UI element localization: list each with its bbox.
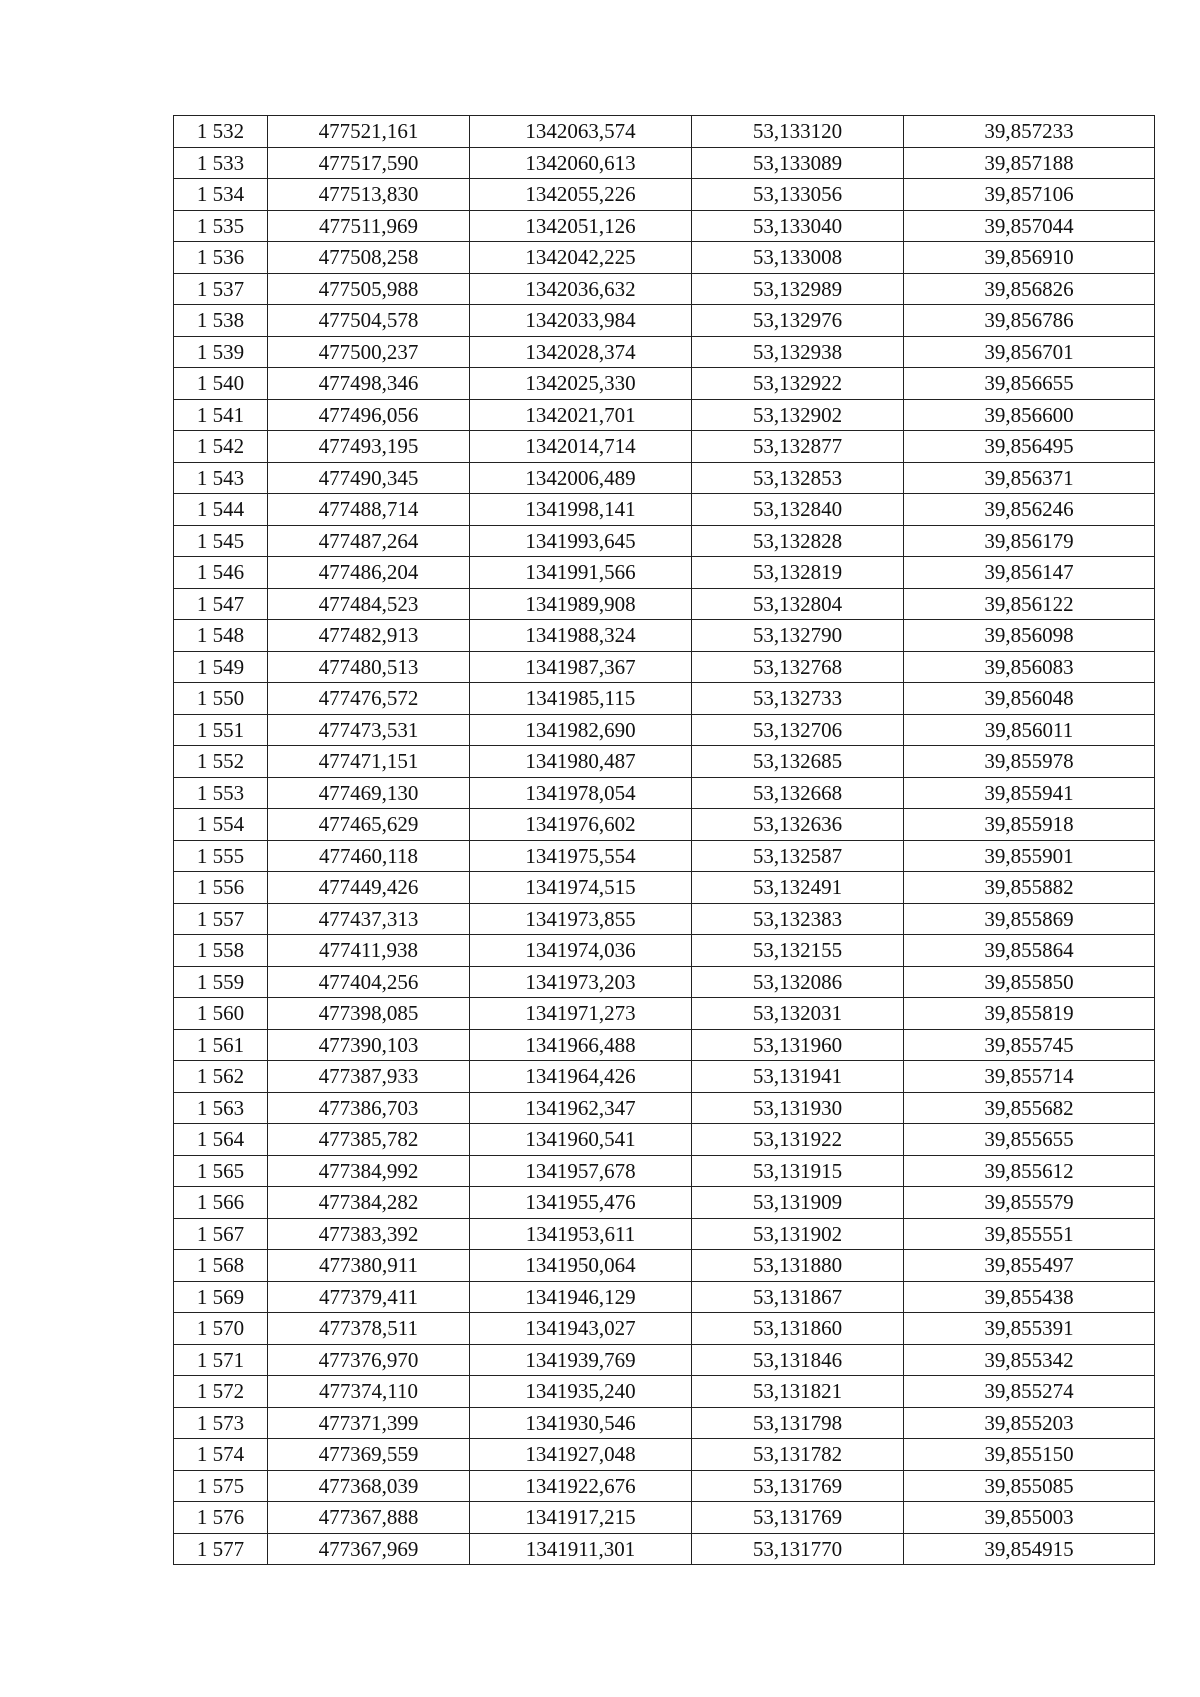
longitude-cell: 39,855003 (904, 1502, 1155, 1534)
point-number-cell: 1 564 (174, 1124, 268, 1156)
point-number-cell: 1 572 (174, 1376, 268, 1408)
y-coordinate-cell: 1341957,678 (470, 1155, 692, 1187)
table-row (174, 210, 1155, 242)
point-number-cell: 1 553 (174, 777, 268, 809)
table-row (174, 1250, 1155, 1282)
y-coordinate-cell: 1342025,330 (470, 368, 692, 400)
longitude-cell: 39,855978 (904, 746, 1155, 778)
table-row (174, 683, 1155, 715)
table-row (174, 777, 1155, 809)
y-coordinate-cell: 1341911,301 (470, 1533, 692, 1565)
y-coordinate-cell: 1341955,476 (470, 1187, 692, 1219)
longitude-cell: 39,856371 (904, 462, 1155, 494)
x-coordinate-cell: 477488,714 (268, 494, 470, 526)
x-coordinate-cell: 477490,345 (268, 462, 470, 494)
x-coordinate-cell: 477411,938 (268, 935, 470, 967)
latitude-cell: 53,132587 (692, 840, 904, 872)
point-number-cell: 1 561 (174, 1029, 268, 1061)
coordinates-table-body (174, 116, 1155, 1565)
point-number-cell: 1 546 (174, 557, 268, 589)
table-row (174, 305, 1155, 337)
longitude-cell: 39,856098 (904, 620, 1155, 652)
y-coordinate-cell: 1341927,048 (470, 1439, 692, 1471)
table-row (174, 935, 1155, 967)
table-row (174, 462, 1155, 494)
y-coordinate-cell: 1341935,240 (470, 1376, 692, 1408)
x-coordinate-cell: 477487,264 (268, 525, 470, 557)
latitude-cell: 53,131941 (692, 1061, 904, 1093)
table-row (174, 1092, 1155, 1124)
point-number-cell: 1 541 (174, 399, 268, 431)
y-coordinate-cell: 1341966,488 (470, 1029, 692, 1061)
point-number-cell: 1 563 (174, 1092, 268, 1124)
table-row (174, 1533, 1155, 1565)
table-row (174, 840, 1155, 872)
latitude-cell: 53,131798 (692, 1407, 904, 1439)
table-row (174, 525, 1155, 557)
table-row (174, 714, 1155, 746)
point-number-cell: 1 545 (174, 525, 268, 557)
y-coordinate-cell: 1342006,489 (470, 462, 692, 494)
longitude-cell: 39,856910 (904, 242, 1155, 274)
x-coordinate-cell: 477379,411 (268, 1281, 470, 1313)
table-row (174, 1407, 1155, 1439)
x-coordinate-cell: 477380,911 (268, 1250, 470, 1282)
point-number-cell: 1 538 (174, 305, 268, 337)
x-coordinate-cell: 477493,195 (268, 431, 470, 463)
y-coordinate-cell: 1341950,064 (470, 1250, 692, 1282)
latitude-cell: 53,132706 (692, 714, 904, 746)
table-row (174, 1439, 1155, 1471)
y-coordinate-cell: 1341922,676 (470, 1470, 692, 1502)
table-row (174, 1376, 1155, 1408)
latitude-cell: 53,131902 (692, 1218, 904, 1250)
x-coordinate-cell: 477504,578 (268, 305, 470, 337)
longitude-cell: 39,855438 (904, 1281, 1155, 1313)
y-coordinate-cell: 1342033,984 (470, 305, 692, 337)
latitude-cell: 53,132976 (692, 305, 904, 337)
point-number-cell: 1 560 (174, 998, 268, 1030)
point-number-cell: 1 548 (174, 620, 268, 652)
y-coordinate-cell: 1341960,541 (470, 1124, 692, 1156)
longitude-cell: 39,856655 (904, 368, 1155, 400)
table-row (174, 242, 1155, 274)
x-coordinate-cell: 477500,237 (268, 336, 470, 368)
y-coordinate-cell: 1342063,574 (470, 116, 692, 148)
y-coordinate-cell: 1341985,115 (470, 683, 692, 715)
y-coordinate-cell: 1341976,602 (470, 809, 692, 841)
point-number-cell: 1 562 (174, 1061, 268, 1093)
x-coordinate-cell: 477387,933 (268, 1061, 470, 1093)
point-number-cell: 1 555 (174, 840, 268, 872)
point-number-cell: 1 569 (174, 1281, 268, 1313)
latitude-cell: 53,131867 (692, 1281, 904, 1313)
latitude-cell: 53,133120 (692, 116, 904, 148)
y-coordinate-cell: 1341989,908 (470, 588, 692, 620)
point-number-cell: 1 536 (174, 242, 268, 274)
table-row (174, 431, 1155, 463)
y-coordinate-cell: 1341953,611 (470, 1218, 692, 1250)
longitude-cell: 39,857044 (904, 210, 1155, 242)
longitude-cell: 39,855085 (904, 1470, 1155, 1502)
latitude-cell: 53,132768 (692, 651, 904, 683)
point-number-cell: 1 534 (174, 179, 268, 211)
x-coordinate-cell: 477368,039 (268, 1470, 470, 1502)
x-coordinate-cell: 477511,969 (268, 210, 470, 242)
point-number-cell: 1 550 (174, 683, 268, 715)
longitude-cell: 39,855342 (904, 1344, 1155, 1376)
y-coordinate-cell: 1341991,566 (470, 557, 692, 589)
latitude-cell: 53,131769 (692, 1470, 904, 1502)
latitude-cell: 53,131860 (692, 1313, 904, 1345)
latitude-cell: 53,133056 (692, 179, 904, 211)
longitude-cell: 39,856701 (904, 336, 1155, 368)
longitude-cell: 39,855203 (904, 1407, 1155, 1439)
table-row (174, 1218, 1155, 1250)
point-number-cell: 1 537 (174, 273, 268, 305)
point-number-cell: 1 540 (174, 368, 268, 400)
point-number-cell: 1 554 (174, 809, 268, 841)
longitude-cell: 39,856786 (904, 305, 1155, 337)
latitude-cell: 53,132668 (692, 777, 904, 809)
x-coordinate-cell: 477521,161 (268, 116, 470, 148)
table-row (174, 116, 1155, 148)
point-number-cell: 1 565 (174, 1155, 268, 1187)
point-number-cell: 1 567 (174, 1218, 268, 1250)
x-coordinate-cell: 477398,085 (268, 998, 470, 1030)
point-number-cell: 1 575 (174, 1470, 268, 1502)
y-coordinate-cell: 1341993,645 (470, 525, 692, 557)
x-coordinate-cell: 477384,992 (268, 1155, 470, 1187)
y-coordinate-cell: 1342055,226 (470, 179, 692, 211)
y-coordinate-cell: 1341988,324 (470, 620, 692, 652)
point-number-cell: 1 557 (174, 903, 268, 935)
x-coordinate-cell: 477486,204 (268, 557, 470, 589)
latitude-cell: 53,132840 (692, 494, 904, 526)
table-row (174, 557, 1155, 589)
latitude-cell: 53,133008 (692, 242, 904, 274)
x-coordinate-cell: 477371,399 (268, 1407, 470, 1439)
point-number-cell: 1 551 (174, 714, 268, 746)
coordinates-table (173, 115, 1155, 1565)
table-row (174, 998, 1155, 1030)
point-number-cell: 1 542 (174, 431, 268, 463)
table-row (174, 966, 1155, 998)
point-number-cell: 1 574 (174, 1439, 268, 1471)
x-coordinate-cell: 477469,130 (268, 777, 470, 809)
table-row (174, 273, 1155, 305)
table-row (174, 1187, 1155, 1219)
y-coordinate-cell: 1341973,203 (470, 966, 692, 998)
longitude-cell: 39,857188 (904, 147, 1155, 179)
longitude-cell: 39,856122 (904, 588, 1155, 620)
x-coordinate-cell: 477367,969 (268, 1533, 470, 1565)
y-coordinate-cell: 1341974,036 (470, 935, 692, 967)
point-number-cell: 1 535 (174, 210, 268, 242)
point-number-cell: 1 576 (174, 1502, 268, 1534)
x-coordinate-cell: 477390,103 (268, 1029, 470, 1061)
x-coordinate-cell: 477378,511 (268, 1313, 470, 1345)
x-coordinate-cell: 477367,888 (268, 1502, 470, 1534)
y-coordinate-cell: 1341962,347 (470, 1092, 692, 1124)
y-coordinate-cell: 1342014,714 (470, 431, 692, 463)
x-coordinate-cell: 477465,629 (268, 809, 470, 841)
table-row (174, 1470, 1155, 1502)
longitude-cell: 39,857106 (904, 179, 1155, 211)
y-coordinate-cell: 1341946,129 (470, 1281, 692, 1313)
table-row (174, 1029, 1155, 1061)
latitude-cell: 53,132877 (692, 431, 904, 463)
longitude-cell: 39,855745 (904, 1029, 1155, 1061)
x-coordinate-cell: 477376,970 (268, 1344, 470, 1376)
y-coordinate-cell: 1341998,141 (470, 494, 692, 526)
point-number-cell: 1 533 (174, 147, 268, 179)
longitude-cell: 39,856495 (904, 431, 1155, 463)
point-number-cell: 1 573 (174, 1407, 268, 1439)
longitude-cell: 39,855819 (904, 998, 1155, 1030)
latitude-cell: 53,132989 (692, 273, 904, 305)
point-number-cell: 1 556 (174, 872, 268, 904)
x-coordinate-cell: 477404,256 (268, 966, 470, 998)
longitude-cell: 39,855869 (904, 903, 1155, 935)
table-row (174, 872, 1155, 904)
longitude-cell: 39,855579 (904, 1187, 1155, 1219)
table-row (174, 1502, 1155, 1534)
point-number-cell: 1 549 (174, 651, 268, 683)
x-coordinate-cell: 477471,151 (268, 746, 470, 778)
latitude-cell: 53,131782 (692, 1439, 904, 1471)
longitude-cell: 39,856048 (904, 683, 1155, 715)
y-coordinate-cell: 1341982,690 (470, 714, 692, 746)
point-number-cell: 1 566 (174, 1187, 268, 1219)
y-coordinate-cell: 1341973,855 (470, 903, 692, 935)
latitude-cell: 53,132031 (692, 998, 904, 1030)
x-coordinate-cell: 477484,523 (268, 588, 470, 620)
table-row (174, 399, 1155, 431)
y-coordinate-cell: 1341917,215 (470, 1502, 692, 1534)
table-row (174, 651, 1155, 683)
table-row (174, 1313, 1155, 1345)
longitude-cell: 39,855391 (904, 1313, 1155, 1345)
longitude-cell: 39,855714 (904, 1061, 1155, 1093)
latitude-cell: 53,132828 (692, 525, 904, 557)
y-coordinate-cell: 1341964,426 (470, 1061, 692, 1093)
longitude-cell: 39,855551 (904, 1218, 1155, 1250)
point-number-cell: 1 552 (174, 746, 268, 778)
latitude-cell: 53,131846 (692, 1344, 904, 1376)
latitude-cell: 53,131960 (692, 1029, 904, 1061)
x-coordinate-cell: 477437,313 (268, 903, 470, 935)
latitude-cell: 53,132938 (692, 336, 904, 368)
latitude-cell: 53,132790 (692, 620, 904, 652)
x-coordinate-cell: 477498,346 (268, 368, 470, 400)
longitude-cell: 39,855497 (904, 1250, 1155, 1282)
x-coordinate-cell: 477496,056 (268, 399, 470, 431)
longitude-cell: 39,855901 (904, 840, 1155, 872)
x-coordinate-cell: 477386,703 (268, 1092, 470, 1124)
y-coordinate-cell: 1341987,367 (470, 651, 692, 683)
y-coordinate-cell: 1342028,374 (470, 336, 692, 368)
x-coordinate-cell: 477374,110 (268, 1376, 470, 1408)
table-row (174, 1281, 1155, 1313)
latitude-cell: 53,132733 (692, 683, 904, 715)
latitude-cell: 53,132819 (692, 557, 904, 589)
x-coordinate-cell: 477476,572 (268, 683, 470, 715)
x-coordinate-cell: 477383,392 (268, 1218, 470, 1250)
point-number-cell: 1 558 (174, 935, 268, 967)
point-number-cell: 1 532 (174, 116, 268, 148)
y-coordinate-cell: 1341974,515 (470, 872, 692, 904)
table-row (174, 336, 1155, 368)
latitude-cell: 53,132685 (692, 746, 904, 778)
latitude-cell: 53,133089 (692, 147, 904, 179)
longitude-cell: 39,856147 (904, 557, 1155, 589)
latitude-cell: 53,132636 (692, 809, 904, 841)
latitude-cell: 53,131909 (692, 1187, 904, 1219)
table-row (174, 588, 1155, 620)
longitude-cell: 39,855655 (904, 1124, 1155, 1156)
latitude-cell: 53,132383 (692, 903, 904, 935)
point-number-cell: 1 539 (174, 336, 268, 368)
latitude-cell: 53,131930 (692, 1092, 904, 1124)
latitude-cell: 53,131769 (692, 1502, 904, 1534)
longitude-cell: 39,855882 (904, 872, 1155, 904)
y-coordinate-cell: 1341971,273 (470, 998, 692, 1030)
table-row (174, 809, 1155, 841)
longitude-cell: 39,856246 (904, 494, 1155, 526)
longitude-cell: 39,855918 (904, 809, 1155, 841)
y-coordinate-cell: 1341943,027 (470, 1313, 692, 1345)
point-number-cell: 1 547 (174, 588, 268, 620)
latitude-cell: 53,132155 (692, 935, 904, 967)
table-row (174, 1344, 1155, 1376)
x-coordinate-cell: 477385,782 (268, 1124, 470, 1156)
y-coordinate-cell: 1342042,225 (470, 242, 692, 274)
latitude-cell: 53,131880 (692, 1250, 904, 1282)
longitude-cell: 39,855274 (904, 1376, 1155, 1408)
longitude-cell: 39,855612 (904, 1155, 1155, 1187)
x-coordinate-cell: 477480,513 (268, 651, 470, 683)
point-number-cell: 1 577 (174, 1533, 268, 1565)
longitude-cell: 39,856011 (904, 714, 1155, 746)
latitude-cell: 53,133040 (692, 210, 904, 242)
latitude-cell: 53,132491 (692, 872, 904, 904)
y-coordinate-cell: 1342021,701 (470, 399, 692, 431)
point-number-cell: 1 571 (174, 1344, 268, 1376)
longitude-cell: 39,855150 (904, 1439, 1155, 1471)
longitude-cell: 39,854915 (904, 1533, 1155, 1565)
table-row (174, 746, 1155, 778)
longitude-cell: 39,855864 (904, 935, 1155, 967)
y-coordinate-cell: 1341980,487 (470, 746, 692, 778)
table-row (174, 903, 1155, 935)
point-number-cell: 1 559 (174, 966, 268, 998)
y-coordinate-cell: 1342036,632 (470, 273, 692, 305)
x-coordinate-cell: 477482,913 (268, 620, 470, 652)
point-number-cell: 1 544 (174, 494, 268, 526)
longitude-cell: 39,855850 (904, 966, 1155, 998)
table-row (174, 620, 1155, 652)
x-coordinate-cell: 477460,118 (268, 840, 470, 872)
point-number-cell: 1 568 (174, 1250, 268, 1282)
y-coordinate-cell: 1341975,554 (470, 840, 692, 872)
latitude-cell: 53,132902 (692, 399, 904, 431)
point-number-cell: 1 570 (174, 1313, 268, 1345)
latitude-cell: 53,132804 (692, 588, 904, 620)
table-row (174, 368, 1155, 400)
longitude-cell: 39,856600 (904, 399, 1155, 431)
longitude-cell: 39,856083 (904, 651, 1155, 683)
point-number-cell: 1 543 (174, 462, 268, 494)
longitude-cell: 39,857233 (904, 116, 1155, 148)
x-coordinate-cell: 477517,590 (268, 147, 470, 179)
table-row (174, 1124, 1155, 1156)
latitude-cell: 53,132086 (692, 966, 904, 998)
y-coordinate-cell: 1341930,546 (470, 1407, 692, 1439)
longitude-cell: 39,855941 (904, 777, 1155, 809)
latitude-cell: 53,131770 (692, 1533, 904, 1565)
x-coordinate-cell: 477508,258 (268, 242, 470, 274)
longitude-cell: 39,856179 (904, 525, 1155, 557)
latitude-cell: 53,131821 (692, 1376, 904, 1408)
longitude-cell: 39,855682 (904, 1092, 1155, 1124)
longitude-cell: 39,856826 (904, 273, 1155, 305)
y-coordinate-cell: 1341939,769 (470, 1344, 692, 1376)
x-coordinate-cell: 477384,282 (268, 1187, 470, 1219)
latitude-cell: 53,131922 (692, 1124, 904, 1156)
x-coordinate-cell: 477369,559 (268, 1439, 470, 1471)
table-row (174, 1155, 1155, 1187)
latitude-cell: 53,132853 (692, 462, 904, 494)
x-coordinate-cell: 477513,830 (268, 179, 470, 211)
latitude-cell: 53,131915 (692, 1155, 904, 1187)
table-row (174, 147, 1155, 179)
latitude-cell: 53,132922 (692, 368, 904, 400)
x-coordinate-cell: 477505,988 (268, 273, 470, 305)
table-row (174, 1061, 1155, 1093)
table-row (174, 494, 1155, 526)
y-coordinate-cell: 1342060,613 (470, 147, 692, 179)
x-coordinate-cell: 477473,531 (268, 714, 470, 746)
table-row (174, 179, 1155, 211)
y-coordinate-cell: 1342051,126 (470, 210, 692, 242)
x-coordinate-cell: 477449,426 (268, 872, 470, 904)
y-coordinate-cell: 1341978,054 (470, 777, 692, 809)
